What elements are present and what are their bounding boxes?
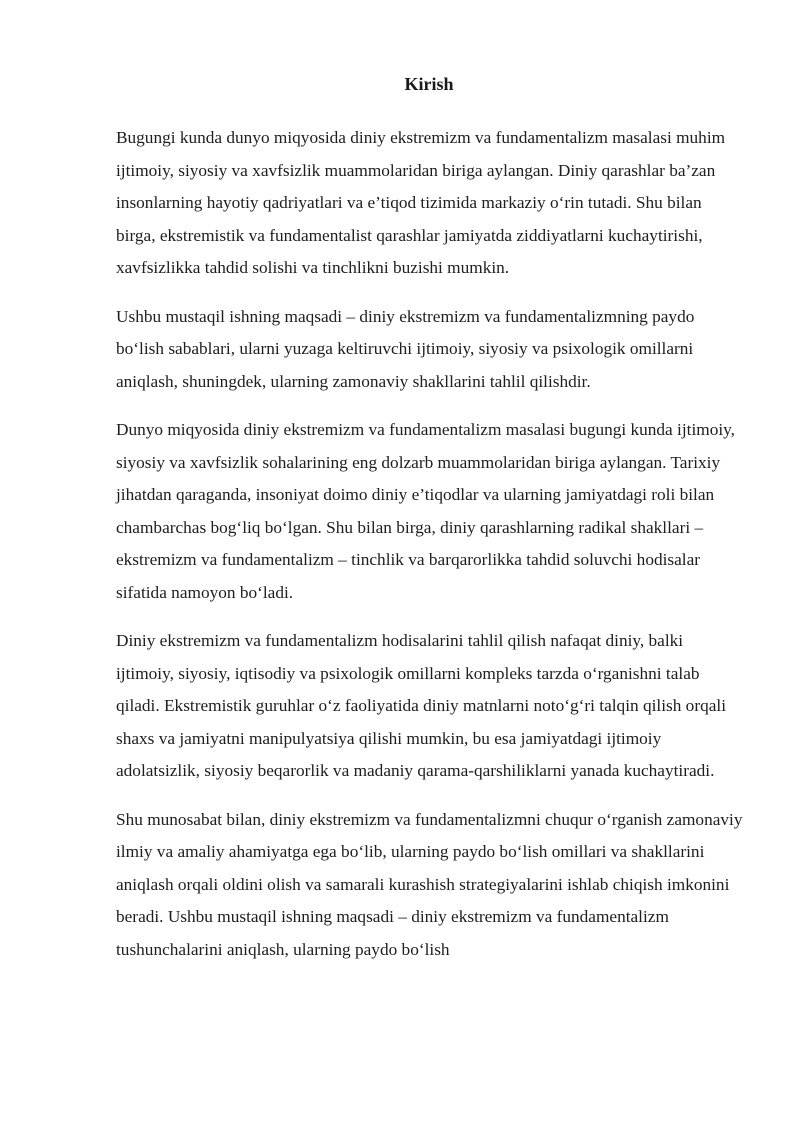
paragraph: Diniy ekstremizm va fundamentalizm hodisalarini tahlil qilish nafaqat diniy, balki ijtimoiy, siyosiy, iqtisodiy va psixologik omillarni kompleks tarzda o‘rganishni talab qiladi. Ekstremistik guruhlar o‘z faoliyatida diniy matnlarni noto‘g‘ri talqin qilish orqali shaxs va jamiyatni manipulyatsiya qilishi mumkin, bu esa jamiyatdagi ijtimoiy adolatsizlik, siyosiy beqarorlik va madaniy qarama-qarshiliklarni yanada kuchaytiradi. [116, 631, 726, 781]
page-title: Kirish [404, 74, 454, 94]
paragraph: Bugungi kunda dunyo miqyosida diniy ekstremizm va fundamentalizm masalasi muhim ijtimoiy, siyosiy va xavfsizlik muammolaridan biriga aylangan. Diniy qarashlar ba’zan insonlarning hayotiy qadriyatlari va e’tiqod tizimida markaziy o‘rin tutadi. Shu bilan birga, ekstremistik va fundamentalist qarashlar jamiyatda ziddiyatlarni kuchaytirishi, xavfsizlikka tahdid solishi va tinchlikni buzishi mumkin. [116, 128, 726, 278]
paragraph: Shu munosabat bilan, diniy ekstremizm va fundamentalizmni chuqur o‘rganish zamonaviy ilmiy va amaliy ahamiyatga ega bo‘lib, ularning paydo bo‘lish omillari va shakllarini aniqlash orqali oldini olish va samarali kurashish strategiyalarini ishlab chiqish imkonini beradi. Ushbu mustaqil ishning maqsadi – diniy ekstremizm va fundamentalizm tushunchalarini aniqlash, ularning paydo bo‘lish [116, 809, 743, 960]
document-body [116, 122, 744, 982]
paragraph: Dunyo miqyosida diniy ekstremizm va fundamentalizm masalasi bugungi kunda ijtimoiy, siyosiy va xavfsizlik sohalarining eng dolzarb muammolaridan biriga aylangan. Tarixiy jihatdan qaraganda, insoniyat doimo diniy e’tiqodlar va ularning jamiyatdagi roli bilan chambarchas bog‘liq bo‘lgan. Shu bilan birga, diniy qarashlarning radikal shakllari – ekstremizm va fundamentalizm – tinchlik va barqarorlikka tahdid soluvchi hodisalar sifatida namoyon bo‘ladi. [116, 419, 735, 602]
paragraph: Ushbu mustaqil ishning maqsadi – diniy ekstremizm va fundamentalizmning paydo bo‘lish sabablari, ularni yuzaga keltiruvchi ijtimoiy, siyosiy va psixologik omillarni aniqlash, shuningdek, ularning zamonaviy shakllarini tahlil qilishdir. [116, 306, 695, 391]
